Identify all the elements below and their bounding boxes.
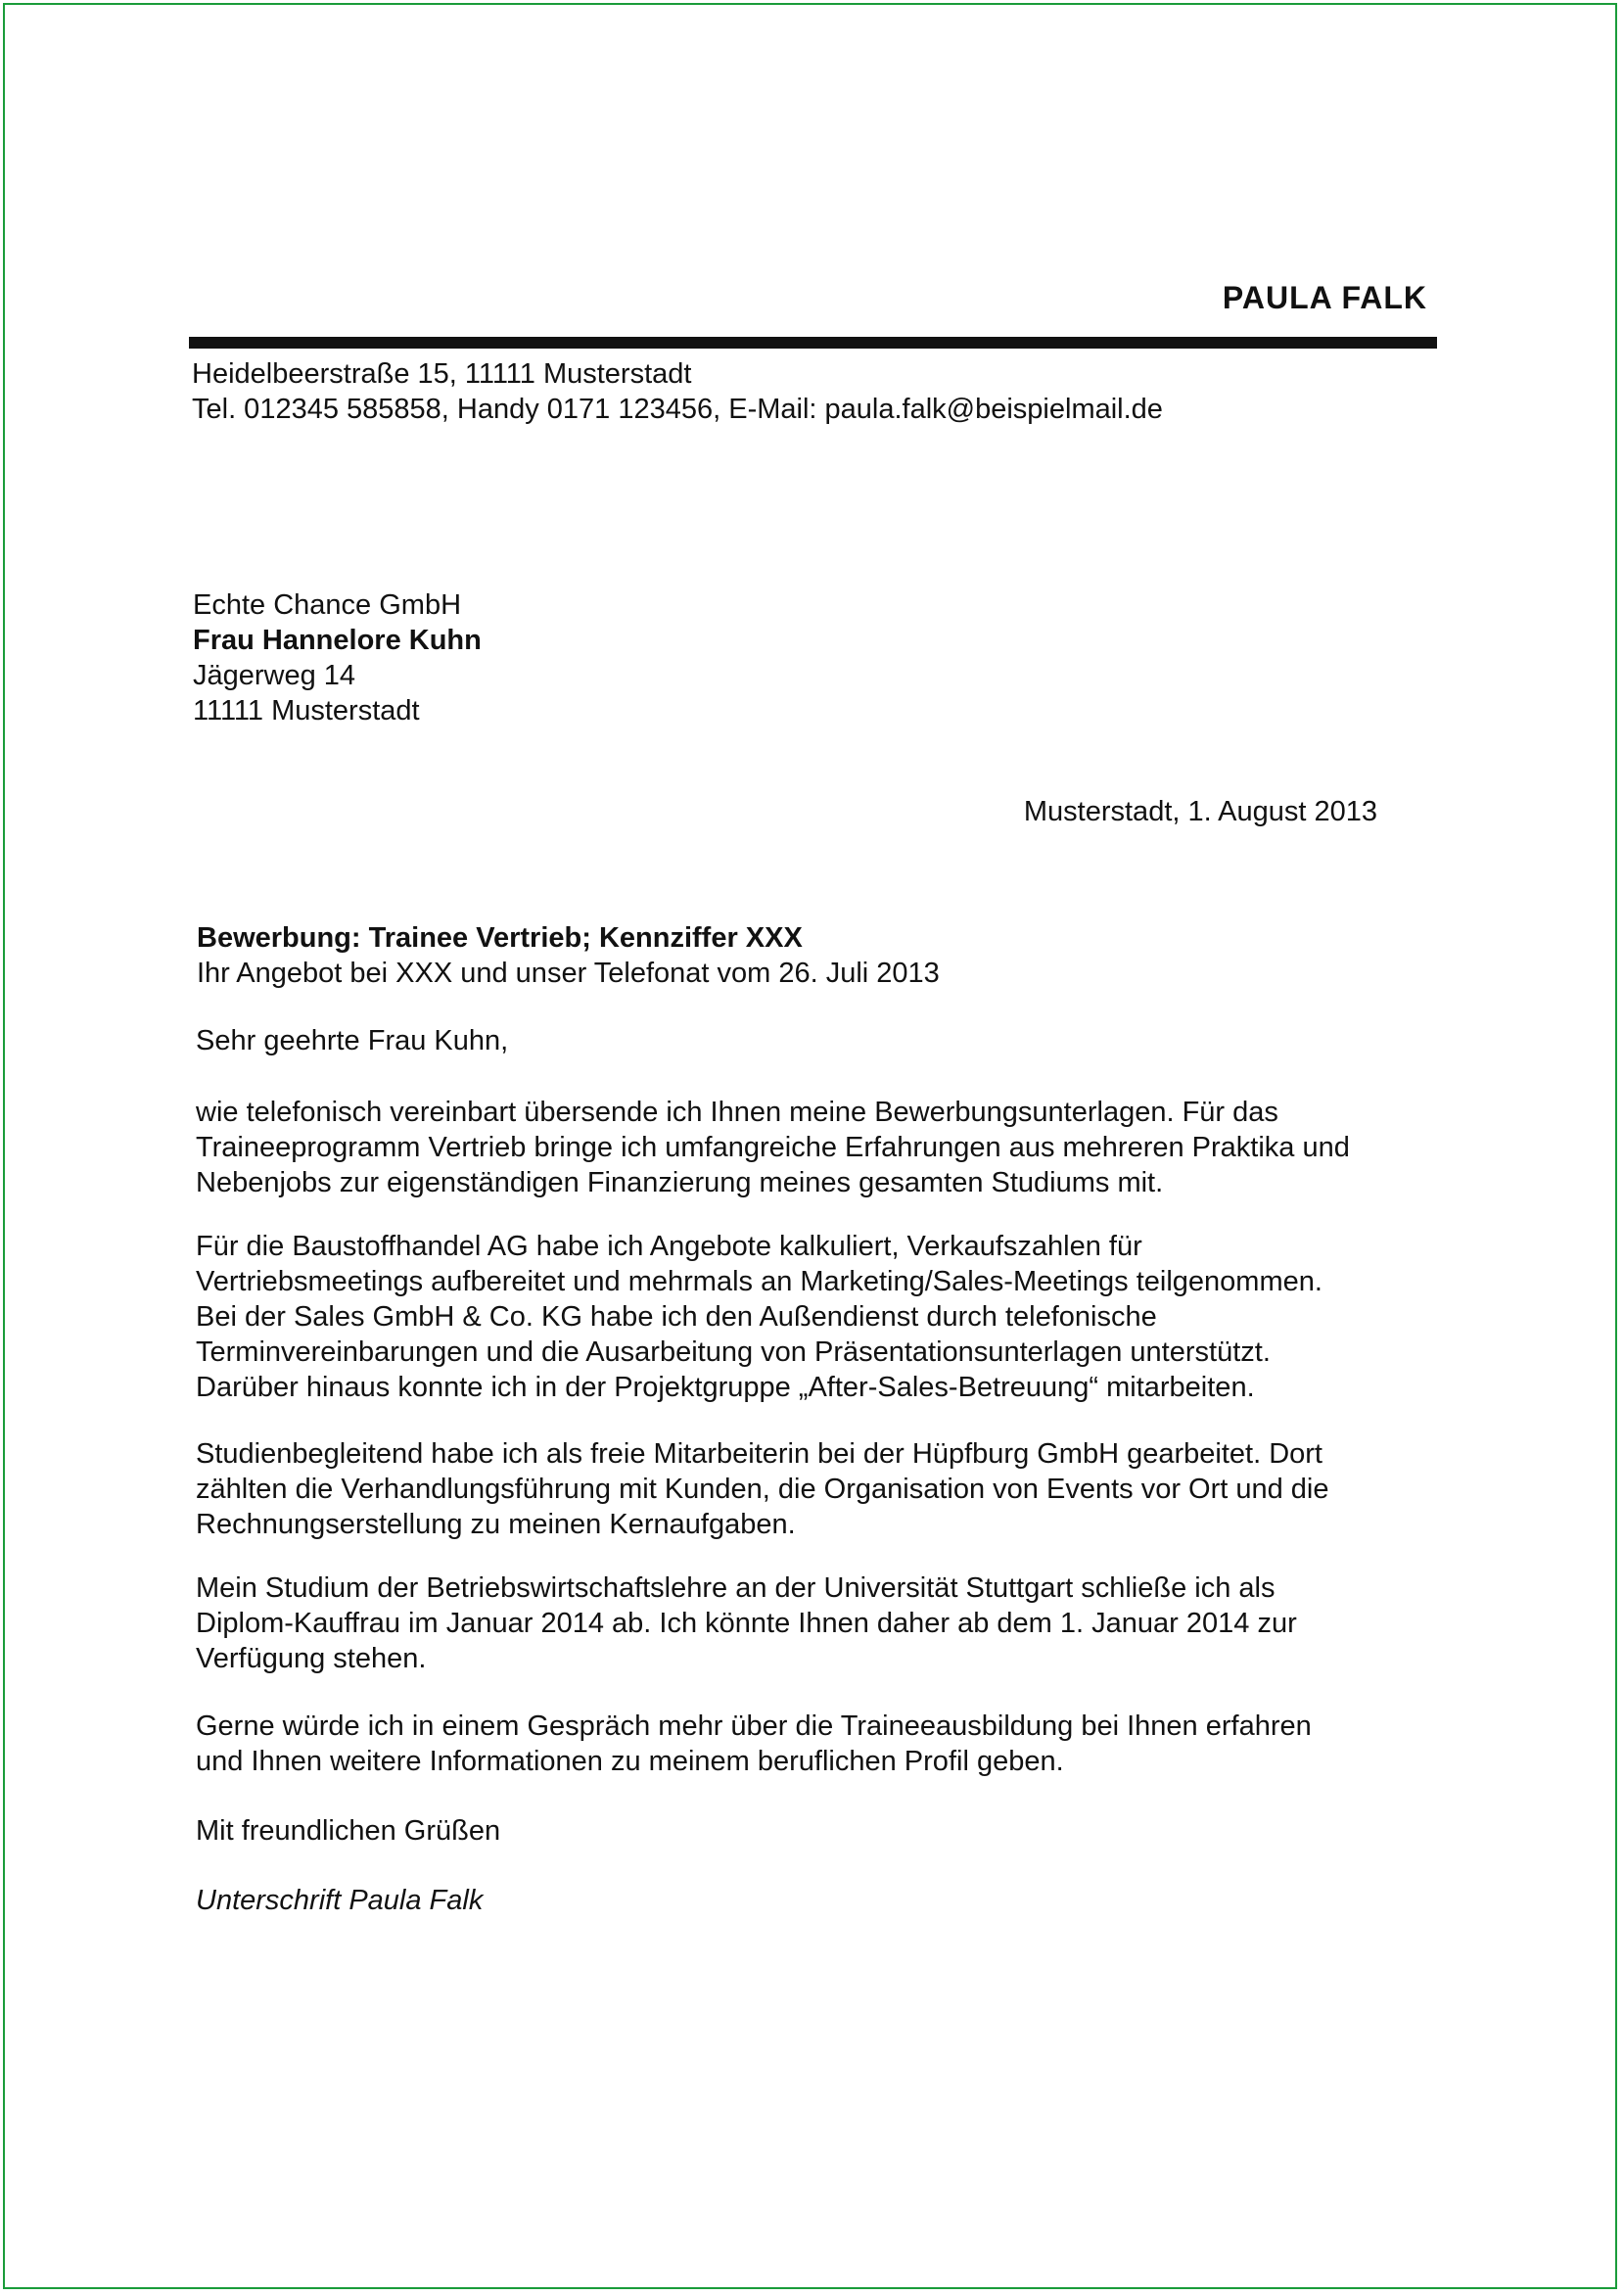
- body-paragraph: [196, 1436, 1329, 1542]
- letter-date: Musterstadt, 1. August 2013: [1023, 796, 1377, 827]
- subject-block: [197, 920, 940, 991]
- paragraph-line: Traineeprogramm Vertrieb bringe ich umfangreiche Erfahrungen aus mehreren Praktika und: [196, 1132, 1350, 1163]
- body-paragraph: [196, 1229, 1322, 1405]
- sender-address: Heidelbeerstraße 15, 11111 Musterstadt: [192, 358, 692, 390]
- recipient-address-block: [193, 587, 482, 728]
- sender-contact-line: Tel. 012345 585858, Handy 0171 123456, E-Mail: paula.falk@beispielmail.de: [192, 394, 1163, 425]
- paragraph-line: zählten die Verhandlungsführung mit Kunden, die Organisation von Events vor Ort und die: [196, 1474, 1329, 1505]
- body-paragraph: [196, 1570, 1297, 1676]
- paragraph-line: Vertriebsmeetings aufbereitet und mehrmals an Marketing/Sales-Meetings teilgenommen.: [196, 1266, 1322, 1297]
- closing-phrase: Mit freundlichen Grüßen: [196, 1815, 501, 1847]
- paragraph-line: Rechnungserstellung zu meinen Kernaufgaben.: [196, 1509, 796, 1540]
- subject-title: Bewerbung: Trainee Vertrieb; Kennziffer XXX: [197, 922, 803, 954]
- paragraph-line: und Ihnen weitere Informationen zu meinem beruflichen Profil geben.: [196, 1746, 1064, 1777]
- paragraph-line: Verfügung stehen.: [196, 1643, 427, 1674]
- salutation: Sehr geehrte Frau Kuhn,: [196, 1025, 509, 1056]
- sender-contact-block: [192, 356, 1163, 427]
- recipient-person: Frau Hannelore Kuhn: [193, 625, 482, 656]
- paragraph-line: Für die Baustoffhandel AG habe ich Angebote kalkuliert, Verkaufszahlen für: [196, 1231, 1142, 1262]
- paragraph-line: wie telefonisch vereinbart übersende ich Ihnen meine Bewerbungsunterlagen. Für das: [196, 1097, 1278, 1128]
- paragraph-line: Mein Studium der Betriebswirtschaftslehre an der Universität Stuttgart schließe ich als: [196, 1572, 1276, 1604]
- recipient-company: Echte Chance GmbH: [193, 589, 462, 621]
- paragraph-line: Nebenjobs zur eigenständigen Finanzierung meines gesamten Studiums mit.: [196, 1167, 1164, 1198]
- recipient-street: Jägerweg 14: [193, 660, 356, 691]
- subject-reference: Ihr Angebot bei XXX und unser Telefonat vom 26. Juli 2013: [197, 958, 940, 989]
- paragraph-line: Gerne würde ich in einem Gespräch mehr über die Traineeausbildung bei Ihnen erfahren: [196, 1710, 1312, 1742]
- body-paragraph: [196, 1095, 1350, 1200]
- header-divider: [189, 337, 1437, 349]
- paragraph-line: Terminvereinbarungen und die Ausarbeitung von Präsentationsunterlagen unterstützt.: [196, 1336, 1271, 1368]
- sender-name: PAULA FALK: [1222, 280, 1427, 315]
- body-paragraph: [196, 1709, 1312, 1779]
- paragraph-line: Bei der Sales GmbH & Co. KG habe ich den Außendienst durch telefonische: [196, 1301, 1157, 1333]
- paragraph-line: Darüber hinaus konnte ich in der Projektgruppe „After-Sales-Betreuung“ mitarbeiten.: [196, 1372, 1255, 1403]
- paragraph-line: Diplom-Kauffrau im Januar 2014 ab. Ich könnte Ihnen daher ab dem 1. Januar 2014 zur: [196, 1608, 1297, 1639]
- paragraph-line: Studienbegleitend habe ich als freie Mitarbeiterin bei der Hüpfburg GmbH gearbeitet. Dort: [196, 1438, 1322, 1470]
- signature: Unterschrift Paula Falk: [196, 1885, 484, 1916]
- recipient-city: 11111 Musterstadt: [193, 695, 420, 726]
